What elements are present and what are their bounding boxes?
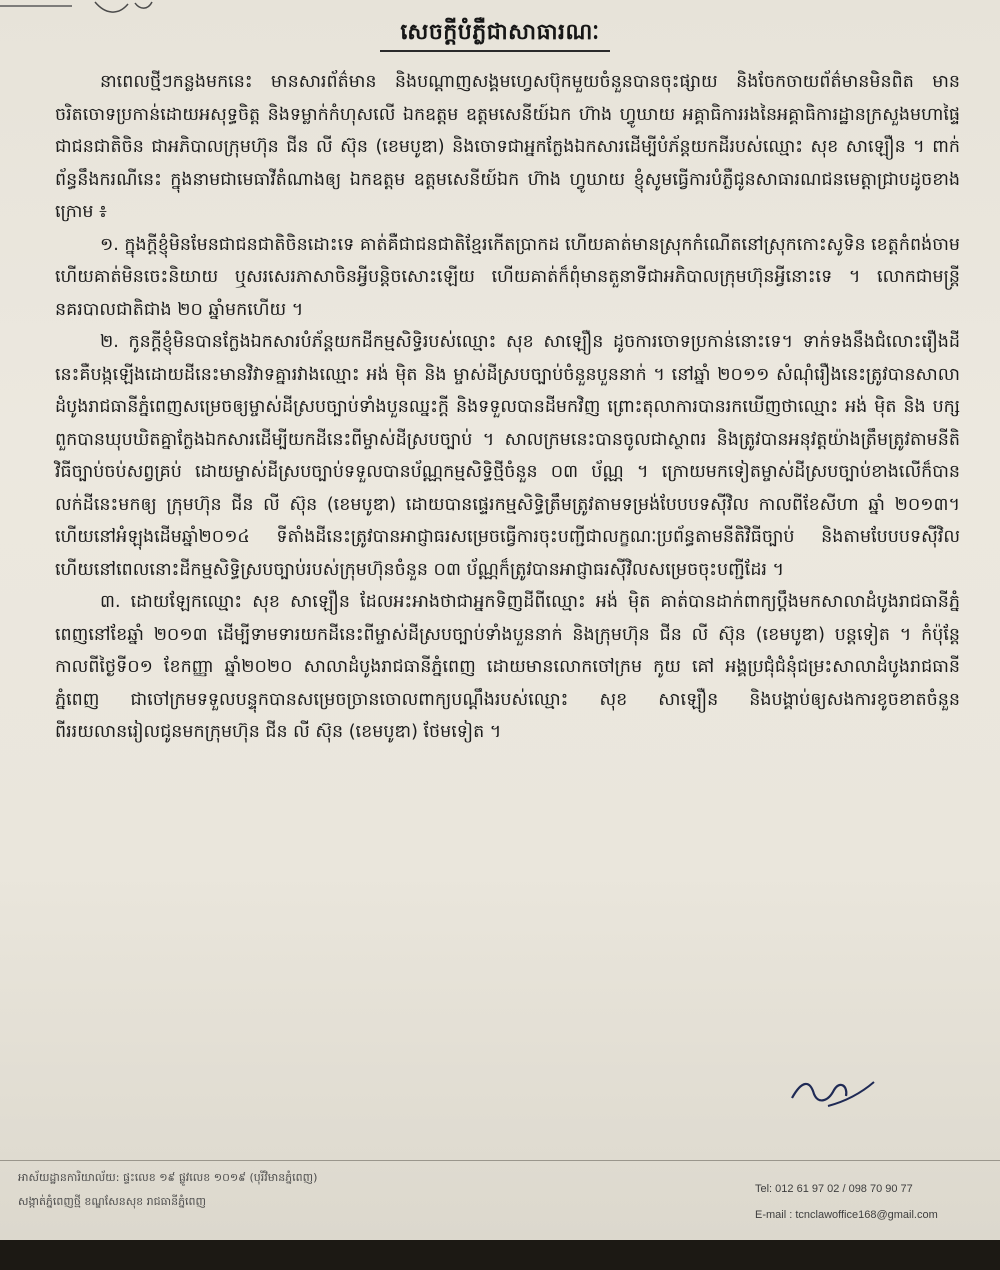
document-body	[55, 66, 960, 749]
page-continuation-mark	[788, 1072, 878, 1112]
title-underline	[380, 50, 610, 52]
page-edge-shadow	[0, 1240, 1000, 1270]
footer-tel: Tel: 012 61 97 02 / 098 70 90 77	[755, 1183, 913, 1195]
address-line-2: សង្កាត់ភ្នំពេញថ្មី ខណ្ឌសែនសុខ រាជធានីភ្នំពេញ	[18, 1195, 206, 1208]
footer-email: E-mail : tcnclawoffice168@gmail.com	[755, 1209, 938, 1221]
numbered-item-3: ៣. ដោយឡែកឈ្មោះ សុខ សាឡឿន ដែលអះអាងថាជាអ្នកទិញដីពីឈ្មោះ អង់ ម៉ិត គាត់បានដាក់ពាក្យប្តឹងមកសាលាដំបូងរាជធានីភ្នំពេញនៅខែឆ្នាំ ២០១៣ ដើម្បីទាមទារយកដីនេះពីម្ចាស់ដីស្របច្បាប់ទាំងបួននាក់ និងក្រុមហ៊ុន ជីន លី ស៊ុន (ខេមបូឌា) បន្តទៀត ។ កំប៉ុន្តែកាលពីថ្ងៃទី០១ ខែកញ្ញា ឆ្នាំ២០២០ សាលាដំបូងរាជធានីភ្នំពេញ ដោយមានលោកចៅក្រម កូយ គៅ អង្គប្រជុំជំនុំជម្រះសាលាដំបូងរាជធានីភ្នំពេញ ជាចៅក្រមទទួលបន្ទុកបានសម្រេចច្រានចោលពាក្យបណ្តឹងរបស់ឈ្មោះ សុខ សាឡឿន និងបង្គាប់ឲ្យសងការខូចខាតចំនួនពីររយលានរៀលជូនមកក្រុមហ៊ុន ជីន លី ស៊ុន (ខេមបូឌា) ថែមទៀត ។	[55, 592, 960, 742]
footer-address	[18, 1166, 317, 1214]
numbered-item-2: ២. កូនក្តីខ្ញុំមិនបានក្លែងឯកសារបំភ័ន្តយកដីកម្មសិទ្ធិរបស់ឈ្មោះ សុខ សាឡឿន ដូចការចោទប្រកាន់នោះទេ។ ទាក់ទងនឹងជំលោះរឿងដីនេះគឺបង្កឡើងដោយដីនេះមានវិវាទគ្នារវាងឈ្មោះ អង់ ម៉ិត និង ម្ចាស់ដីស្របច្បាប់ចំនួនបួននាក់ ។ នៅឆ្នាំ ២០១១ សំណុំរឿងនេះត្រូវបានសាលាដំបូងរាជធានីភ្នំពេញសម្រេចឲ្យម្ចាស់ដីស្របច្បាប់ទាំងបួនឈ្នះក្តី និងទទួលបានដីមកវិញ ព្រោះតុលាការបានរកឃើញថាឈ្មោះ អង់ ម៉ិត និង បក្សពួកបានឃុបឃិតគ្នាក្លែងឯកសារដើម្បីយកដីនេះពីម្ចាស់ដីស្របច្បាប់ ។ សាលក្រមនេះបានចូលជាស្ថាពរ និងត្រូវបានអនុវត្តយ៉ាងត្រឹមត្រូវតាមនីតិវិធីច្បាប់ចប់សព្វគ្រប់ ដោយម្ចាស់ដីស្របច្បាប់ទទួលបានប័ណ្ណកម្មសិទ្ធិថ្មីចំនួន ០៣ ប័ណ្ណ ។ ក្រោយមកទៀតម្ចាស់ដីស្របច្បាប់ខាងលើក៏បានលក់ដីនេះមកឲ្យ ក្រុមហ៊ុន ជីន លី ស៊ុន (ខេមបូឌា) ដោយបានផ្ទេរកម្មសិទ្ធិត្រឹមត្រូវតាមទម្រង់បែបបទស៊ីវិល កាលពីខែសីហា ឆ្នាំ ២០១៣។ ហើយនៅអំឡុងដើមឆ្នាំ២០១៤ ទីតាំងដីនេះត្រូវបានអាជ្ញាធរសម្រេចធ្វើការចុះបញ្ជីជាលក្ខណៈប្រព័ន្ធតាមនីតិវិធីច្បាប់ និងតាមបែបបទស៊ីវិល ហើយនៅពេលនោះដីកម្មសិទ្ធិស្របច្បាប់របស់ក្រុមហ៊ុនចំនួន ០៣ ប័ណ្ណក៏ត្រូវបានអាជ្ញាធរស៊ីវិលសម្រេចចុះបញ្ជីដែរ ។	[55, 332, 960, 580]
handwritten-mark-icon	[0, 0, 180, 20]
numbered-item-1: ១. ក្នុងក្តីខ្ញុំមិនមែនជាជនជាតិចិនដោះទេ គាត់គឺជាជនជាតិខ្មែរកើតប្រាកដ ហើយគាត់មានស្រុកកំណើតនៅស្រុកកោះសូទិន ខេត្តកំពង់ចាម ហើយគាត់មិនចេះនិយាយ ឬសរសេរភាសាចិនអ្វីបន្តិចសោះឡើយ ហើយគាត់ក៏ពុំមានតួនាទីជាអភិបាលក្រុមហ៊ុនអ្វីនោះទេ ។ លោកជាមន្ត្រីនគរបាលជាតិជាង ២០ ឆ្នាំមកហើយ ។	[55, 234, 960, 320]
intro-paragraph: នាពេលថ្មីៗកន្លងមកនេះ មានសារព័ត៌មាន និងបណ្តាញសង្គមហ្វេសប៊ុកមួយចំនួនបានចុះផ្សាយ និងចែកចាយព័ត៌មានមិនពិត មានចរិតចោទប្រកាន់ដោយអសុទ្ធចិត្ត និងទម្លាក់កំហុសលើ ឯកឧត្តម ឧត្តមសេនីយ៍ឯក ហ៊ាង ហ្វូឃាយ អគ្គាធិការរងនៃអគ្គាធិការដ្ឋានក្រសួងមហាផ្ទៃ ជាជនជាតិចិន ជាអភិបាលក្រុមហ៊ុន ជីន លី ស៊ុន (ខេមបូឌា) និងចោទជាអ្នកក្លែងឯកសារដើម្បីបំភ័ន្តយកដីរបស់ឈ្មោះ សុខ សាឡឿន ។ ពាក់ព័ន្ធនឹងករណីនេះ ក្នុងនាមជាមេធាវីតំណាងឲ្យ ឯកឧត្តម ឧត្តមសេនីយ៍ឯក ហ៊ាង ហ្វូឃាយ ខ្ញុំសូមធ្វើការបំភ្លឺជូនសាធារណជនមេត្តាជ្រាបដូចខាងក្រោម ៖	[55, 72, 960, 222]
page-title: សេចក្តីបំភ្លឺជាសាធារណៈ	[400, 20, 600, 45]
footer-contact	[755, 1176, 938, 1228]
footer-divider	[0, 1160, 1000, 1161]
address-line-1: អាស័យដ្ឋានការិយាល័យ: ផ្ទះលេខ ១៩ ផ្លូវលេខ ១០១៩ (បុរីវិមានភ្នំពេញ)	[18, 1171, 318, 1184]
